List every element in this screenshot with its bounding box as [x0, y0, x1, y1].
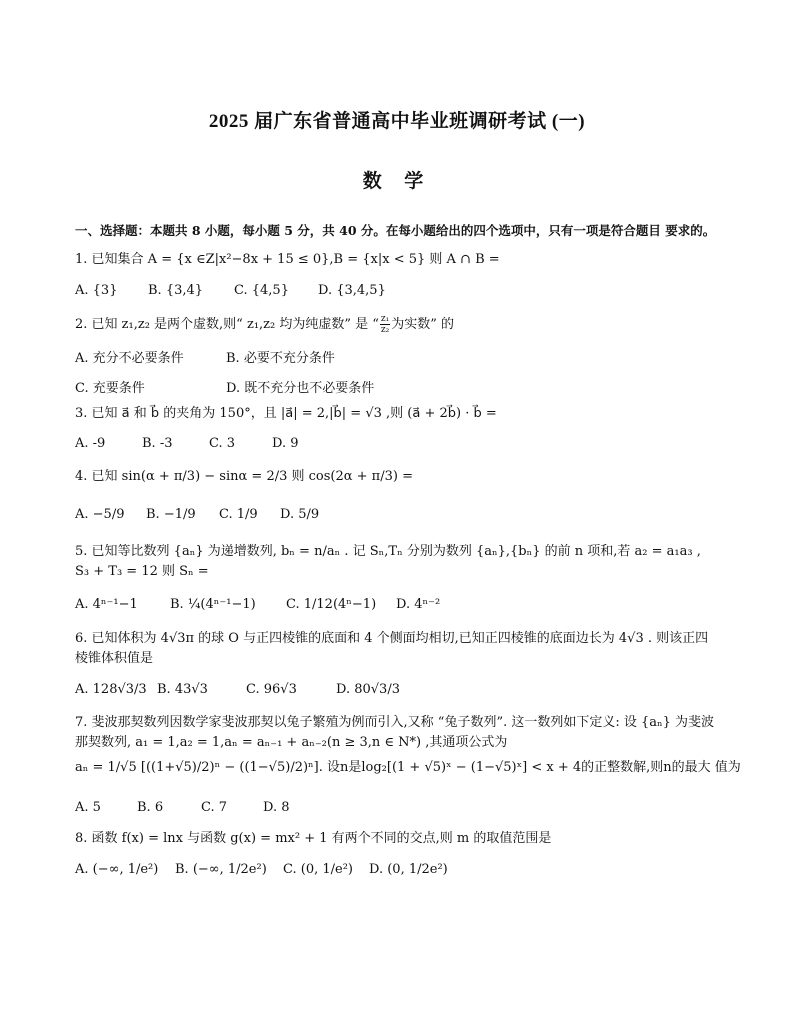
- option-d: D. 既不充分也不必要条件: [226, 381, 375, 396]
- question-3: 3. 已知 a⃗ 和 b⃗ 的夹角为 150°，且 |a⃗| = 2,|b⃗| = √3 ,则 (a⃗ + 2b⃗) · b⃗ =: [75, 406, 497, 421]
- question-7-formula-text: aₙ = 1/√5 [((1+√5)/2)ⁿ − ((1−√5)/2)ⁿ]. 设n是log₂[(1 + √5)ˣ − (1−√5)ˣ] < x + 4的正整数解,则n的最大: [75, 760, 711, 775]
- option-a: A. -9: [75, 436, 106, 451]
- option-d: D. 5/9: [280, 507, 320, 522]
- option-d: D. {3,4,5}: [318, 283, 386, 298]
- option-b: B. -3: [142, 436, 173, 451]
- option-a: A. 充分不必要条件: [75, 351, 184, 366]
- fraction-denominator: z₂: [380, 325, 390, 335]
- option-b: B. ¼(4ⁿ⁻¹−1): [170, 597, 256, 612]
- option-b: B. 6: [137, 800, 164, 815]
- option-c: C. 7: [201, 800, 228, 815]
- question-7-formula: [75, 758, 741, 778]
- option-b: B. {3,4}: [148, 283, 204, 298]
- option-a: A. 4ⁿ⁻¹−1: [75, 597, 138, 612]
- option-b: B. 43√3: [157, 682, 208, 697]
- option-b: B. 必要不充分条件: [226, 351, 335, 366]
- option-c: C. 96√3: [246, 682, 297, 697]
- option-c: C. (0, 1/e²): [283, 862, 353, 877]
- question-1: 1. 已知集合 A = {x ∈Z|x²−8x + 15 ≤ 0},B = {x|x < 5} 则 A ∩ B =: [75, 252, 500, 267]
- option-d: D. 9: [272, 436, 299, 451]
- option-d: D. 8: [263, 800, 290, 815]
- question-7: 7. 斐波那契数列因数学家斐波那契以兔子繁殖为例而引入,又称 “兔子数列”. 这一数列如下定义: 设 {aₙ} 为斐波那契数列, a₁ = 1,a₂ = 1,aₙ = aₙ₋₁ + aₙ₋₂(n ≥ 3,n ∈ N*) ,其通项公式为: [75, 715, 715, 750]
- option-c: C. 1/12(4ⁿ−1): [286, 597, 377, 612]
- question-2-text-a: 2. 已知 z₁,z₂ 是两个虚数,则“ z₁,z₂ 均为纯虚数” 是 “: [75, 317, 379, 332]
- question-8: 8. 函数 f(x) = lnx 与函数 g(x) = mx² + 1 有两个不同的交点,则 m 的取值范围是: [75, 831, 552, 846]
- option-a: A. 128√3/3: [75, 682, 147, 697]
- question-6: 6. 已知体积为 4√3π 的球 O 与正四棱锥的底面和 4 个侧面均相切,已知正四棱锥的底面边长为 4√3 . 则该正四棱锥体积值是: [75, 631, 709, 666]
- option-c: C. {4,5}: [234, 283, 289, 298]
- option-c: C. 1/9: [219, 507, 258, 522]
- question-4: 4. 已知 sin(α + π/3) − sinα = 2/3 则 cos(2α + π/3) =: [75, 469, 413, 484]
- option-a: A. 5: [75, 800, 101, 815]
- section-instructions: 一、选择题：本题共 8 小题，每小题 5 分，共 40 分。在每小题给出的四个选项中，只有一项是符合题目 要求的。: [75, 223, 716, 238]
- option-a: A. −5/9: [75, 507, 125, 522]
- question-5: 5. 已知等比数列 {aₙ} 为递增数列, bₙ = n/aₙ . 记 Sₙ,Tₙ 分别为数列 {aₙ},{bₙ} 的前 n 项和,若 a₂ = a₁a₃ , S₃ + T₃ = 12 则 Sₙ =: [75, 544, 701, 579]
- option-a: A. (−∞, 1/e²): [75, 862, 159, 877]
- question-2-text-b: 为实数” 的: [391, 317, 455, 332]
- question-2: [75, 314, 735, 335]
- option-a: A. {3}: [75, 283, 118, 298]
- option-b: B. (−∞, 1/2e²): [175, 862, 267, 877]
- exam-title: 2025 届广东省普通高中毕业班调研考试 (一): [208, 111, 586, 132]
- option-d: D. (0, 1/2e²): [369, 862, 448, 877]
- question-2-fraction: [380, 314, 390, 335]
- fraction-numerator: z₁: [380, 314, 390, 324]
- option-b: B. −1/9: [146, 507, 196, 522]
- option-c: C. 3: [209, 436, 236, 451]
- subject-title: 数 学: [362, 170, 432, 192]
- option-d: D. 4ⁿ⁻²: [396, 597, 441, 612]
- option-c: C. 充要条件: [75, 381, 145, 396]
- option-d: D. 80√3/3: [336, 682, 400, 697]
- question-7-tail: 值为: [714, 760, 741, 775]
